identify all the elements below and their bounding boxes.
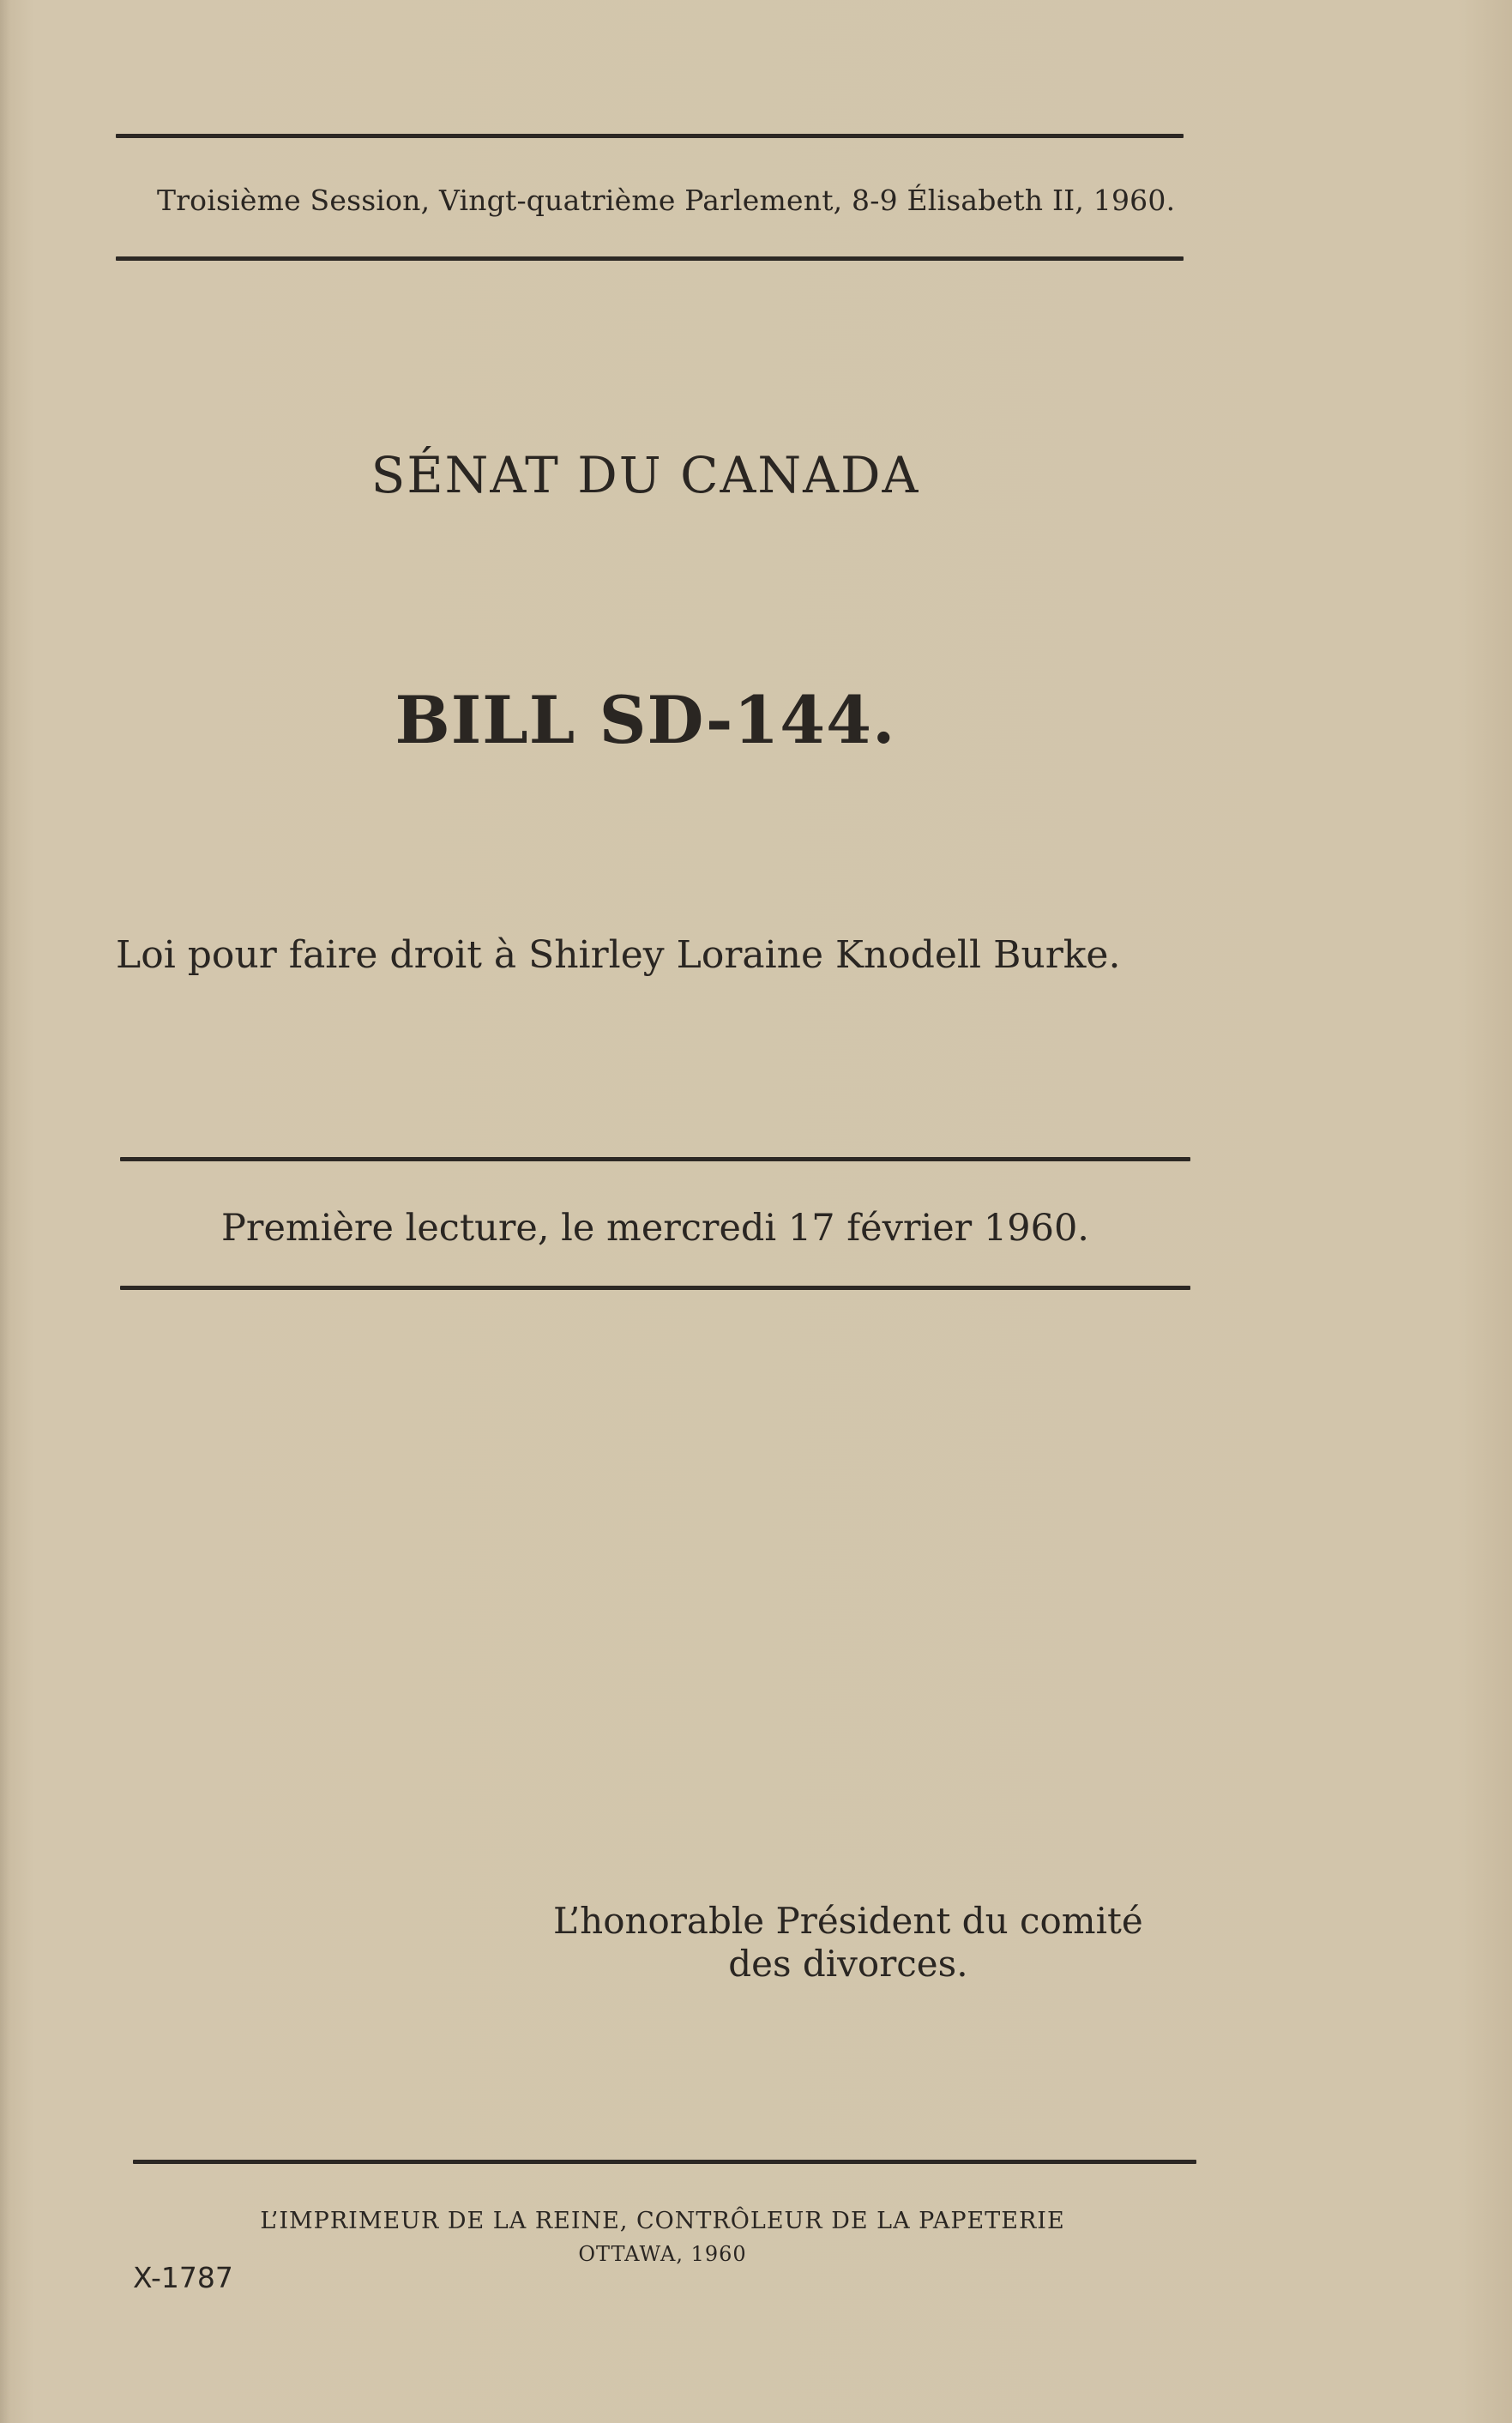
sponsor-line-2: des divorces. — [728, 1943, 968, 1985]
first-reading-line: Première lecture, le mercredi 17 février 1960. — [221, 1207, 1089, 1250]
city-line: OTTAWA, 1960 — [578, 2242, 747, 2266]
sponsor-block — [553, 1900, 1143, 1986]
chamber-heading: SÉNAT DU CANADA — [370, 446, 920, 504]
header-top-rule — [116, 134, 1184, 138]
sponsor-line-1: L’honorable Président du comité — [553, 1900, 1143, 1942]
bill-title: Loi pour faire droit à Shirley Loraine Knodell Burke. — [116, 933, 1121, 977]
footer-rule — [133, 2160, 1196, 2164]
reading-bottom-rule — [120, 1286, 1190, 1290]
header-bottom-rule — [116, 256, 1184, 261]
session-line: Troisième Session, Vingt-quatrième Parlement, 8-9 Élisabeth II, 1960. — [157, 184, 1176, 217]
bill-number: BILL SD-144. — [395, 682, 896, 758]
reading-top-rule — [120, 1157, 1190, 1161]
printer-line: L’IMPRIMEUR DE LA REINE, CONTRÔLEUR DE LA PAPETERIE — [260, 2208, 1065, 2234]
document-number: X-1787 — [133, 2261, 233, 2294]
